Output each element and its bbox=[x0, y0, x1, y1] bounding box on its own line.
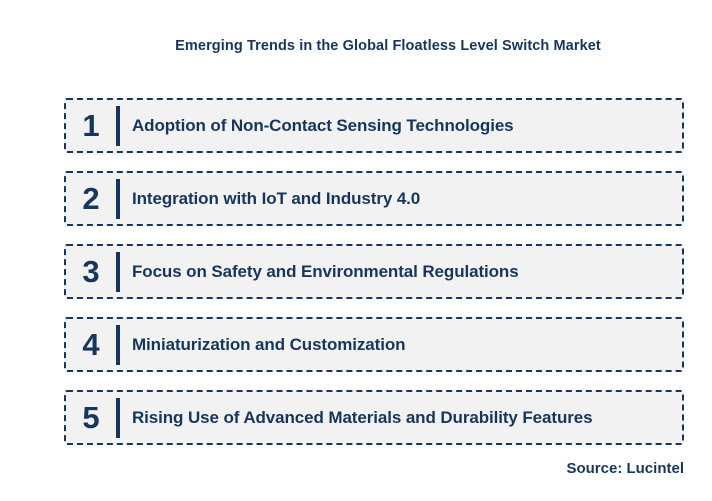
trend-number: 4 bbox=[82, 327, 100, 362]
divider-bar bbox=[116, 398, 120, 438]
trend-number: 1 bbox=[82, 108, 100, 143]
trend-row-4 bbox=[64, 317, 684, 372]
trend-row-2 bbox=[64, 171, 684, 226]
divider-bar bbox=[116, 179, 120, 219]
divider-bar bbox=[116, 106, 120, 146]
trend-list bbox=[64, 98, 684, 445]
trend-row-1 bbox=[64, 98, 684, 153]
trend-row-3 bbox=[64, 244, 684, 299]
trend-label: Adoption of Non-Contact Sensing Technologies bbox=[132, 115, 514, 135]
trend-label: Rising Use of Advanced Materials and Durability Features bbox=[132, 407, 593, 427]
trend-label: Integration with IoT and Industry 4.0 bbox=[132, 188, 421, 208]
source-attribution: Source: Lucintel bbox=[566, 460, 684, 477]
divider-bar bbox=[116, 252, 120, 292]
trend-label: Miniaturization and Customization bbox=[132, 334, 406, 354]
trend-number: 2 bbox=[82, 181, 100, 216]
trend-label: Focus on Safety and Environmental Regulations bbox=[132, 261, 519, 281]
trend-number: 5 bbox=[82, 400, 100, 435]
trend-number: 3 bbox=[82, 254, 100, 289]
page-title: Emerging Trends in the Global Floatless Level Switch Market bbox=[175, 38, 601, 54]
trend-row-5 bbox=[64, 390, 684, 445]
divider-bar bbox=[116, 325, 120, 365]
